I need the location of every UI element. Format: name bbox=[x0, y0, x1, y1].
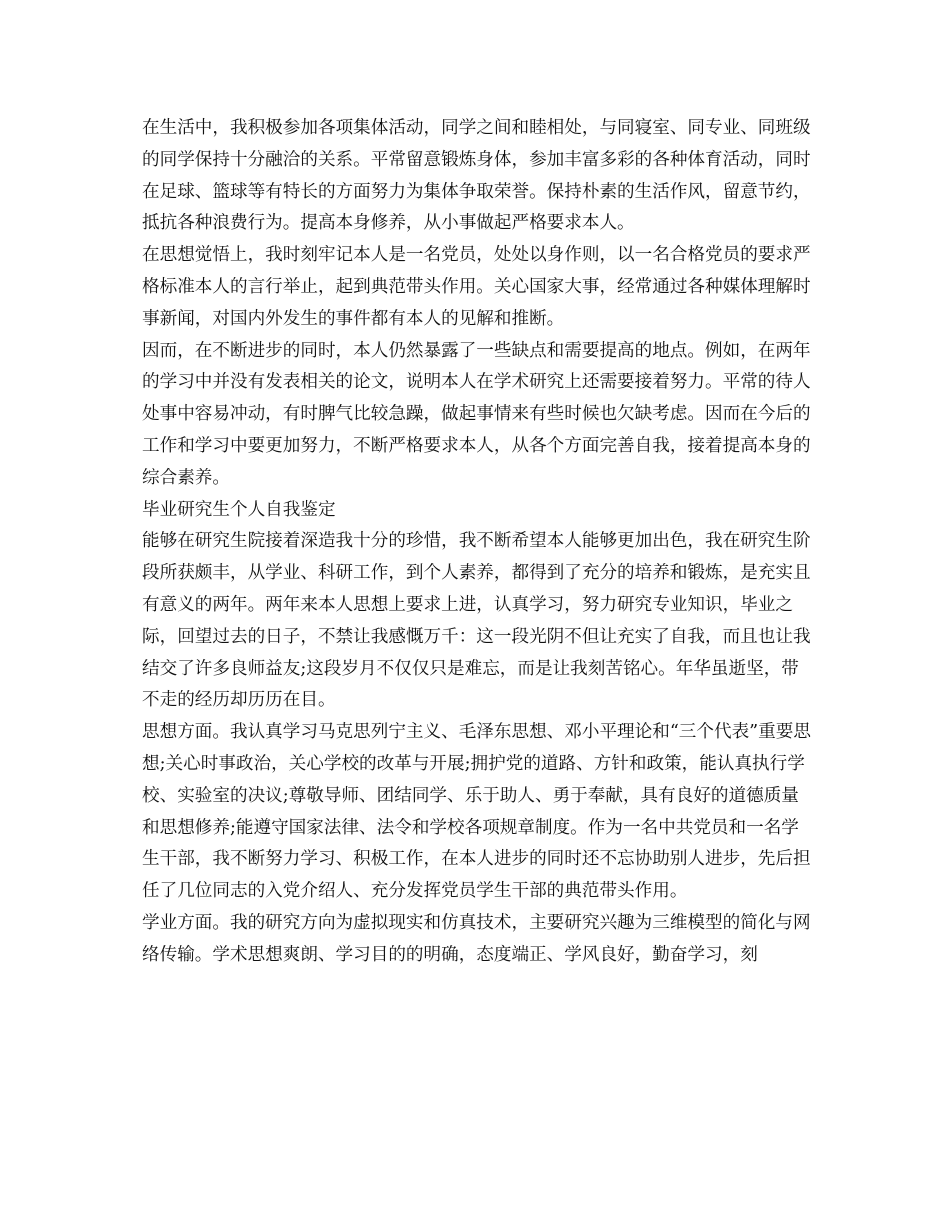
paragraph-graduate-study: 能够在研究生院接着深造我十分的珍惜，我不断希望本人能够更加出色，我在研究生阶段所获颇丰，从学业、科研工作，到个人素养，都得到了充分的培养和锻炼，是充实且有意义的两年。两年来本人思想上要求上进，认真学习，努力研究专业知识，毕业之际，回望过去的日子，不禁让我感慨万千：这一段光阴不但让充实了自我，而且也让我结交了许多良师益友;这段岁月不仅仅只是难忘，而是让我刻苦铭心。年华虽逝坚，带不走的经历却历历在目。 bbox=[142, 531, 811, 711]
paragraph-ideology: 思想方面。我认真学习马克思列宁主义、毛泽东思想、邓小平理论和“三个代表”重要思想;关心时事政治，关心学校的改革与开展;拥护党的道路、方针和政策，能认真执行学校、实验室的决议;尊敬导师、团结同学、乐于助人、勇于奉献，具有良好的道德质量和思想修养;能遵守国家法律、法令和学校各项规章制度。作为一名中共党员和一名学生干部，我不断努力学习、积极工作，在本人进步的同时还不忘协助别人进步，先后担任了几位同志的入党介绍人、充分发挥党员学生干部的典范带头作用。 bbox=[142, 722, 811, 902]
paragraph-campus-life: 在生活中，我积极参加各项集体活动，同学之间和睦相处，与同寝室、同专业、同班级的同学保持十分融洽的关系。平常留意锻炼身体，参加丰富多彩的各种体育活动，同时在足球、篮球等有特长的方面努力为集体争取荣誉。保持朴素的生活作风，留意节约，抵抗各种浪费行为。提高本身修养，从小事做起严格要求本人。 bbox=[142, 118, 811, 234]
section-heading: 毕业研究生个人自我鉴定 bbox=[142, 499, 336, 520]
paragraph-ideological-awareness: 在思想觉悟上，我时刻牢记本人是一名党员，处处以身作则，以一名合格党员的要求严格标准本人的言行举止，起到典范带头作用。关心国家大事，经常通过各种媒体理解时事新闻，对国内外发生的事件都有本人的见解和推断。 bbox=[142, 245, 811, 329]
document-body bbox=[142, 113, 812, 972]
paragraph-academics: 学业方面。我的研究方向为虚拟现实和仿真技术，主要研究兴趣为三维模型的简化与网络传输。学术思想爽朗、学习目的的明确，态度端正、学风良好，勤奋学习，刻 bbox=[142, 912, 811, 965]
paragraph-shortcomings: 因而，在不断进步的同时，本人仍然暴露了一些缺点和需要提高的地点。例如，在两年的学习中并没有发表相关的论文，说明本人在学术研究上还需要接着努力。平常的待人处事中容易冲动，有时脾气比较急躁，做起事情来有些时候也欠缺考虑。因而在今后的工作和学习中要更加努力，不断严格要求本人，从各个方面完善自我，接着提高本身的综合素养。 bbox=[142, 340, 811, 488]
